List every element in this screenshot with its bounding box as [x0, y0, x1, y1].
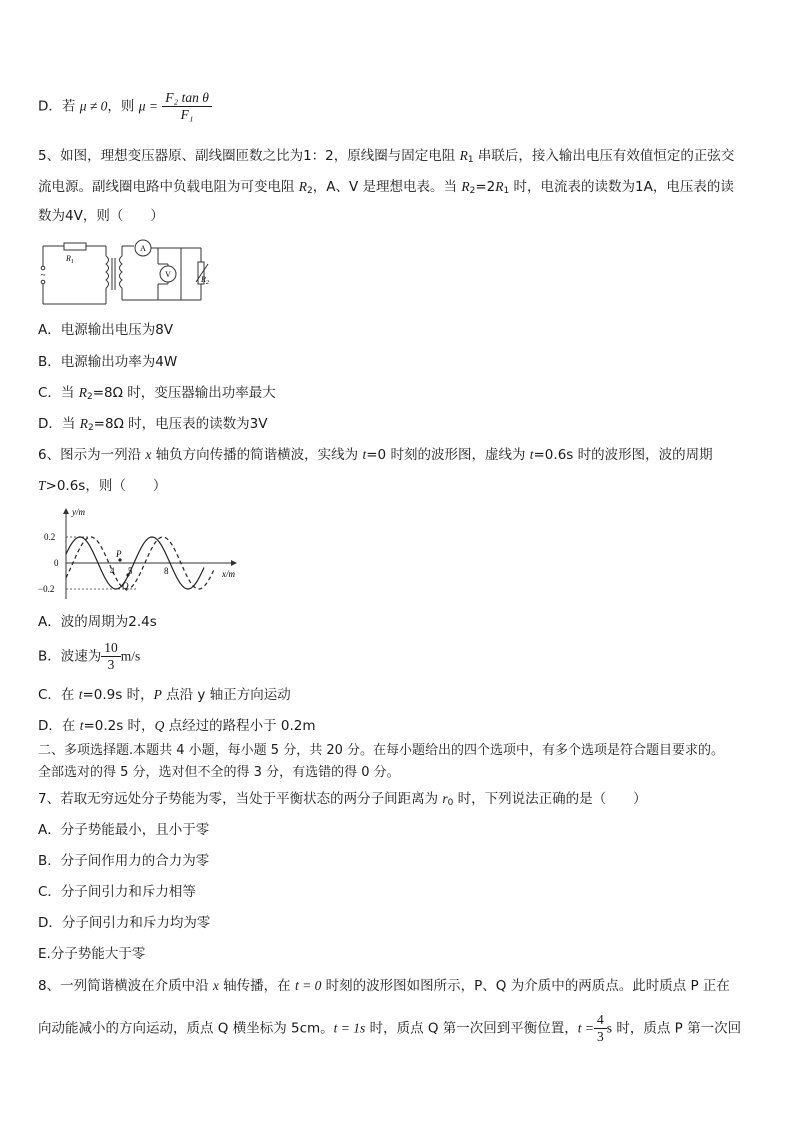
q7-option-a	[38, 820, 209, 840]
q7-stem	[38, 789, 647, 813]
q5-circuit-diagram	[36, 238, 220, 310]
section2-line2-text: 全部选对的得 5 分，选对但不全的得 3 分，有选错的得 0 分。	[38, 765, 400, 780]
q4-optd-prefix: D．若	[38, 98, 76, 115]
r1-resistor	[64, 243, 86, 250]
q6-optB-unit-text: m/s	[120, 648, 141, 664]
q6-line2-b-text: >0.6s，则（ ）	[45, 478, 167, 494]
q5-optD-sub-text: 2	[87, 423, 94, 433]
q6-optD-a-text: D．在	[38, 718, 80, 734]
q7-option-b	[38, 851, 209, 871]
q5-line2-e-text: R	[495, 179, 504, 194]
q8-line2-t2-text: t =	[577, 1020, 595, 1036]
y-tick-neg: −0.2	[38, 584, 55, 594]
q7-option-c	[38, 882, 196, 902]
q4-option-d	[38, 90, 212, 123]
q5-option-c	[38, 383, 276, 407]
q5-optD-r-text: R	[79, 416, 88, 431]
q8-line1-a-text: 8、一列简谐横波在介质中沿	[38, 978, 213, 994]
q6-option-c	[38, 685, 291, 705]
q6-optB-num-text: 10	[101, 640, 121, 657]
q6-optD-t-text: t	[79, 718, 84, 733]
p-label: P	[116, 549, 122, 559]
r1-label	[65, 254, 74, 265]
q5-line2-a-text: 流电源。副线圈电路中负载电阻为可变电阻	[38, 179, 299, 195]
section2-heading-line2	[38, 763, 400, 783]
q4-optd-then: ，则	[107, 98, 135, 115]
q8-line1-t-text: t = 0	[294, 978, 322, 993]
q6-line1-b-text: 轴负方向传播的简谐横波，实线为	[151, 447, 363, 463]
q7-option-e	[38, 944, 145, 964]
y-tick-pos: 0.2	[44, 532, 56, 542]
q6-option-b	[38, 640, 140, 673]
q6-optC-b-text: =0.9s 时，	[82, 687, 154, 703]
x-axis-label: x/m	[222, 569, 235, 579]
q5-line1-a-text: 5、如图，理想变压器原、副线圈匝数之比为1：2，原线圈与固定电阻	[38, 148, 460, 164]
q6-option-d	[38, 716, 316, 736]
q5-circuit-r2-sub-text: 2	[205, 280, 209, 286]
section2-heading-line1	[38, 741, 724, 761]
q6-line1-x-text: x	[145, 447, 152, 462]
q5-optD-b-text: =8Ω 时，电压表的读数为3V	[93, 416, 268, 432]
q5-option-b	[38, 352, 177, 372]
q8-line2-s-text: s	[606, 1020, 613, 1036]
q7-option-d	[38, 913, 210, 933]
q6-line1-a-text: 6、图示为一列沿	[38, 447, 146, 463]
q7-optD-text: D．分子间引力和斥力均为零	[38, 915, 211, 931]
q8-stem-line1	[38, 976, 730, 996]
q6-optC-c-text: 点沿 y 轴正方向运动	[161, 687, 291, 703]
q5-line2-b-text: ，A、V 是理想电表。当	[312, 179, 462, 195]
q5-line1-sub-text: 1	[467, 155, 474, 165]
q6-line1-t2-text: t	[529, 447, 534, 462]
q6-optb-fraction	[101, 640, 121, 673]
q8-line1-b-text: 轴传播，在	[218, 978, 295, 994]
fraction-denominator: F₁	[180, 107, 194, 122]
q5-line2-f-text: 时，电流表的读数为1A，电压表的读	[509, 179, 734, 195]
q5-stem-line2	[38, 177, 734, 201]
source-label: ~	[40, 270, 46, 280]
q5-stem-line3	[38, 206, 164, 226]
q5-optC-a-text: C．当	[38, 385, 79, 401]
q6-line2-t-text: T	[38, 478, 46, 493]
q6-optB-den-text: 3	[107, 657, 115, 672]
q7-stem-sub-text: 0	[447, 798, 454, 808]
q6-line1-t-text: t	[362, 447, 367, 462]
q5-line1-b-text: 串联后，接入输出电压有效值恒定的正弦交	[473, 148, 735, 164]
x-tick-5: 5	[128, 566, 133, 576]
q7-stem-a-text: 7、若取无穷远处分子势能为零，当处于平衡状态的两分子间距离为	[38, 791, 443, 807]
q7-optC-text: C．分子间引力和斥力相等	[38, 884, 196, 900]
q5-line2-c-text: R	[461, 179, 470, 194]
q6-optB-a-text: B．波速为	[38, 648, 102, 665]
q7-optB-text: B．分子间作用力的合力为零	[38, 853, 210, 869]
q5-line2-r2-text: R	[298, 179, 308, 194]
q-label: Q	[122, 581, 129, 591]
q5-line2-d-text: =2	[475, 179, 496, 195]
q6-line1-d-text: =0.6s 时的波形图，波的周期	[533, 447, 713, 463]
x-tick-4: 4	[110, 566, 115, 576]
q4-optd-condition: μ ≠ 0	[79, 98, 108, 114]
q8-line1-c-text: 时刻的波形图如图所示，P、Q 为介质中的两质点。此时质点 P 正在	[321, 978, 730, 994]
q5-option-a	[38, 320, 173, 340]
q5-line2-csub-text: 2	[469, 186, 476, 196]
q5-optA-text: A．电源输出电压为8V	[38, 322, 174, 338]
q5-optC-b-text: =8Ω 时，变压器输出功率最大	[92, 385, 276, 401]
q6-optA-text: A．波的周期为2.4s	[38, 614, 157, 630]
q8-line2-c-text: 时，质点 P 第一次回	[612, 1020, 742, 1037]
q5-line1-r-text: R	[459, 148, 468, 163]
x-tick-8: 8	[164, 566, 169, 576]
q7-stem-r-text: r	[442, 791, 448, 806]
q5-option-d	[38, 414, 268, 438]
q7-optE-text: E.分子势能大于零	[38, 946, 146, 962]
q5-stem-line1	[38, 146, 734, 170]
q6-wave-graph	[36, 503, 244, 603]
q8-line2-a-text: 向动能减小的方向运动，质点 Q 横坐标为 5cm。	[38, 1020, 334, 1037]
y-axis-label: y/m	[72, 507, 85, 517]
q5-circuit-r1-sub-text: 1	[70, 259, 74, 265]
q5-optD-a-text: D．当	[38, 416, 80, 432]
q5-optC-r-text: R	[78, 385, 87, 400]
q5-optB-text: B．电源输出功率为4W	[38, 354, 178, 370]
q5-circuit-r1-text: R	[66, 254, 71, 263]
q4-optd-fraction	[162, 90, 212, 123]
q8-stem-line2	[38, 1012, 741, 1045]
q6-stem-line1	[38, 445, 713, 465]
voltmeter-label: V	[165, 270, 171, 279]
q6-optD-b-text: =0.2s 时，	[83, 718, 155, 734]
q8-line1-x-text: x	[212, 978, 219, 993]
q6-line1-c-text: =0 时刻的波形图，虚线为	[366, 447, 530, 463]
q8-line2-den-text: 3	[597, 1029, 604, 1044]
section2-line1-text: 二、多项选择题.本题共 4 小题，每小题 5 分，共 20 分。在每小题给出的四个选项中，有多个选项是符合题目要求的。	[38, 743, 725, 758]
q5-optC-sub-text: 2	[86, 392, 93, 402]
q8-line2-b-text: 时，质点 Q 第一次回到平衡位置，	[365, 1020, 578, 1037]
q6-optC-p-text: P	[153, 687, 162, 702]
q6-optD-c-text: 点经过的路程小于 0.2m	[164, 718, 316, 734]
ammeter-label: A	[140, 244, 146, 253]
q5-circuit-r2-text: R	[201, 275, 206, 284]
q5-line2-esub-text: 1	[503, 186, 510, 196]
q6-stem-line2	[38, 476, 166, 496]
q8-line2-t-text: t = 1s	[333, 1020, 366, 1036]
q5-line2-sub2-text: 2	[307, 186, 313, 196]
q6-optD-q-text: Q	[154, 718, 165, 733]
q6-optC-a-text: C．在	[38, 687, 79, 703]
q6-optC-t-text: t	[78, 687, 83, 702]
q7-stem-b-text: 时，下列说法正确的是（ ）	[453, 791, 647, 807]
q4-optd-lhs: μ =	[138, 98, 158, 114]
q6-option-a	[38, 612, 157, 632]
q8-line2-num-text: 4	[594, 1012, 607, 1029]
fraction-numerator: F₂ tan θ	[162, 90, 212, 107]
q7-optA-text: A．分子势能最小，且小于零	[38, 822, 210, 838]
y-tick-zero: 0	[54, 558, 59, 568]
q8-fraction	[594, 1012, 607, 1045]
q5-line3-text: 数为4V，则（ ）	[38, 208, 164, 224]
